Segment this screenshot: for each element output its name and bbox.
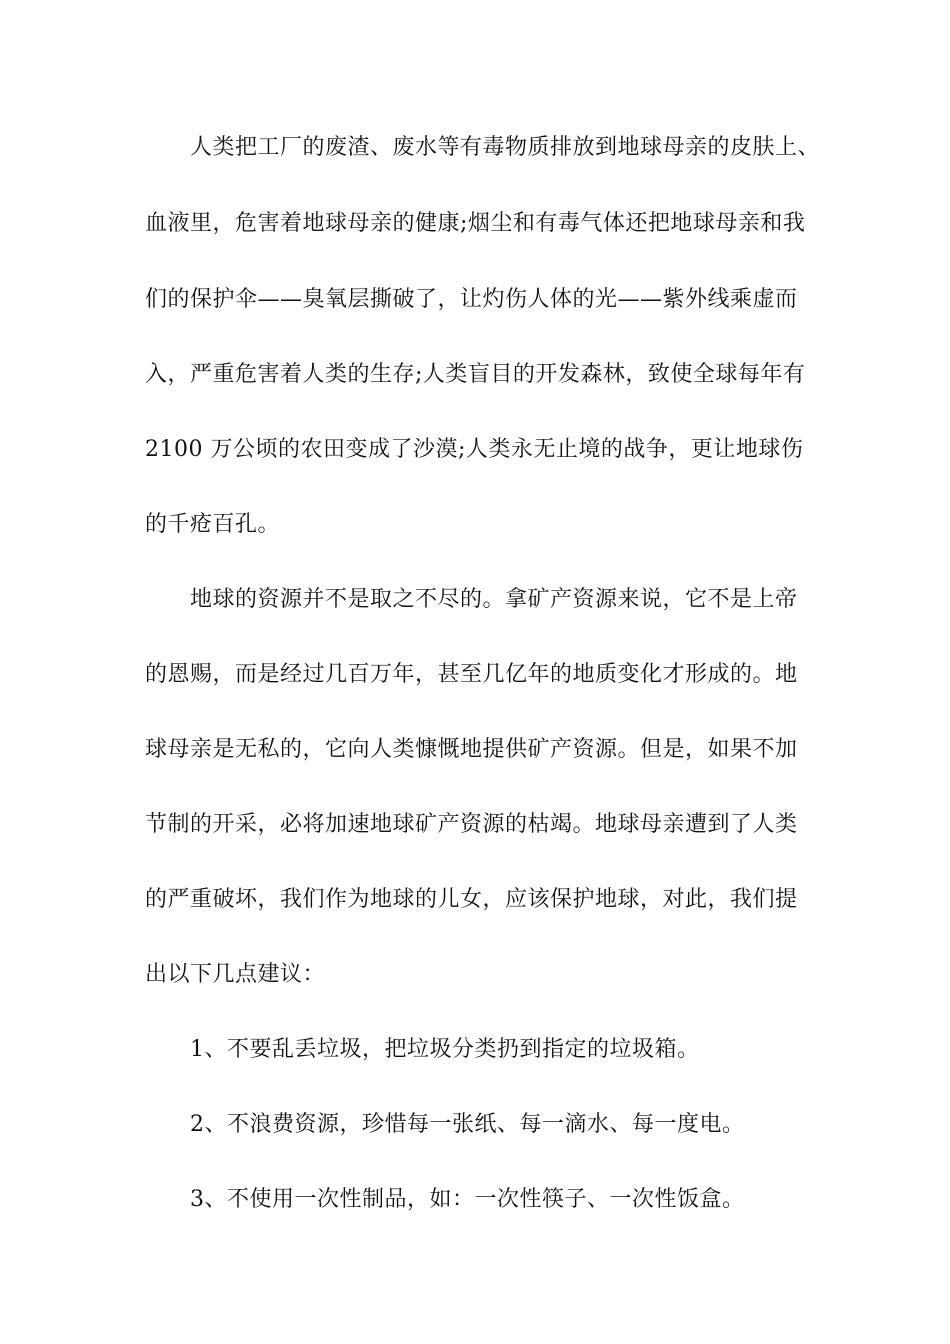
paragraph-1-line-1: 人类把工厂的废渣、废水等有毒物质排放到地球母亲的皮肤上、 [190, 135, 821, 160]
list-item-3: 3、不使用一次性制品，如：一次性筷子、一次性饭盒。 [190, 1187, 745, 1212]
paragraph-2-line-2: 的恩赐，而是经过几百万年，甚至几亿年的地质变化才形成的。地 [145, 662, 798, 687]
paragraph-1-line-3: 们的保护伞——臭氧层撕破了，让灼伤人体的光——紫外线乘虚而 [145, 287, 798, 312]
paragraph-1-line-6: 的千疮百孔。 [145, 512, 281, 537]
list-item-2: 2、不浪费资源，珍惜每一张纸、每一滴水、每一度电。 [190, 1112, 745, 1137]
list-item-1: 1、不要乱丢垃圾，把垃圾分类扔到指定的垃圾箱。 [190, 1037, 700, 1062]
paragraph-2-line-3: 球母亲是无私的，它向人类慷慨地提供矿产资源。但是，如果不加 [145, 737, 798, 762]
paragraph-2-line-4: 节制的开采，必将加速地球矿产资源的枯竭。地球母亲遭到了人类 [145, 812, 798, 837]
paragraph-2-line-1: 地球的资源并不是取之不尽的。拿矿产资源来说，它不是上帝 [190, 587, 798, 612]
paragraph-1-line-2: 血液里，危害着地球母亲的健康;烟尘和有毒气体还把地球母亲和我 [145, 211, 806, 236]
paragraph-1-line-4: 入，严重危害着人类的生存;人类盲目的开发森林，致使全球每年有 [145, 362, 806, 387]
paragraph-2-line-6: 出以下几点建议： [145, 962, 326, 987]
paragraph-2-line-5: 的严重破坏，我们作为地球的儿女，应该保护地球，对此，我们提 [145, 887, 798, 912]
paragraph-1-line-5: 2100 万公顷的农田变成了沙漠;人类永无止境的战争，更让地球伤 [145, 437, 804, 462]
